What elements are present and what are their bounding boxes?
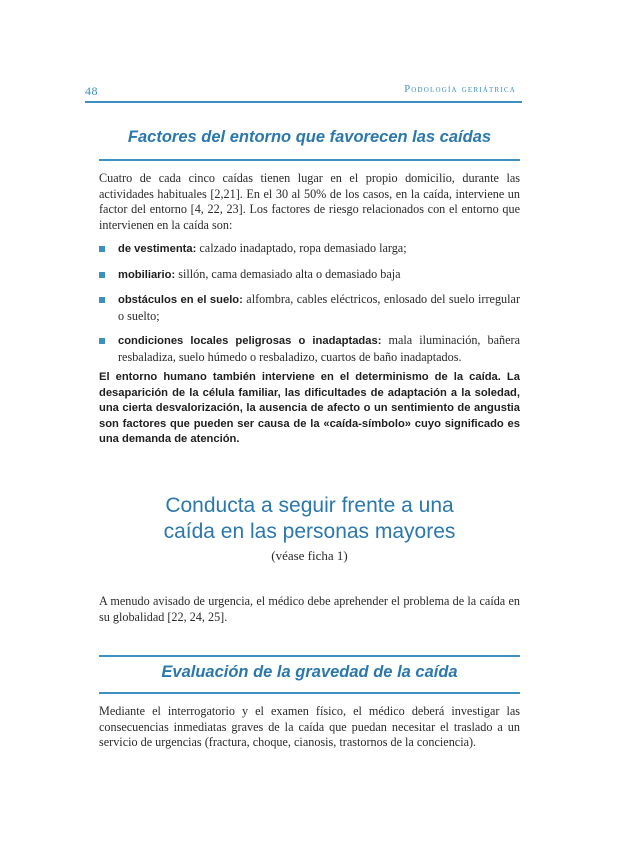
square-bullet-icon [99,272,105,278]
section-title-environment: Factores del entorno que favorecen las caídas [127,128,492,146]
list-item-text: alfombra, cables eléctricos, enlosado del suelo irregular o suelto; [118,292,520,323]
chapter-title [99,493,520,545]
chapter-title-line-2: caída en las personas mayores [163,520,456,543]
list-item [99,333,520,365]
human-environment-paragraph: El entorno humano también interviene en el determinismo de la caída. La desaparición de la célula familiar, las dificultades de adaptación a la soledad, una cierta desvalorización, la ausencia de afecto o un sentimiento de angustia son factores que pueden ser causa de la «caída-símbolo» cuyo significado es una demanda de atención. [99,371,520,446]
page-number: 48 [85,84,98,98]
page-header [85,84,522,104]
list-item-text: calzado inadaptado, ropa demasiado larga; [196,241,407,255]
square-bullet-icon [99,246,105,252]
section-title-severity: Evaluación de la gravedad de la caída [161,663,458,681]
square-bullet-icon [99,297,105,303]
list-item-text: sillón, cama demasiado alta o demasiado baja [175,266,401,281]
header-rule [85,101,522,103]
running-title: Podología geriátrica [404,84,516,95]
list-item [99,267,520,284]
list-item-text: mala iluminación, bañera resbaladiza, suelo húmedo o resbaladizo, cuartos de baño inadaptados. [118,333,520,364]
chapter-paragraph: A menudo avisado de urgencia, el médico debe aprehender el problema de la caída en su globalidad [22, 24, 25]. [99,594,520,624]
chapter-title-line-1: Conducta a seguir frente a una [165,494,454,517]
list-item-term: condiciones locales peligrosas o inadaptadas: [118,335,382,348]
section-rule [99,655,520,657]
see-note: (véase ficha 1) [271,548,348,563]
severity-paragraph: Mediante el interrogatorio y el examen físico, el médico deberá investigar las consecuencias inmediatas graves de la caída que puedan necesitar el traslado a un servicio de urgencias (fractura, choque, cianosis, trastornos de la conciencia). [99,704,520,750]
list-item [99,292,520,324]
list-item-term: mobiliario: [118,268,176,281]
square-bullet-icon [99,338,105,344]
intro-paragraph: Cuatro de cada cinco caídas tienen lugar en el propio domicilio, durante las actividades habituales [2,21]. En el 30 al 50% de los casos, en la caída, interviene un factor del entorno [4, 22, 23]. Los factores de riesgo relacionados con el entorno que intervienen en la caída son: [99,171,520,232]
risk-factor-list [99,241,520,375]
section-rule [99,692,520,694]
section-rule [99,159,520,161]
list-item-term: obstáculos en el suelo: [118,294,243,307]
list-item-term: de vestimenta: [118,243,197,255]
list-item [99,241,520,258]
